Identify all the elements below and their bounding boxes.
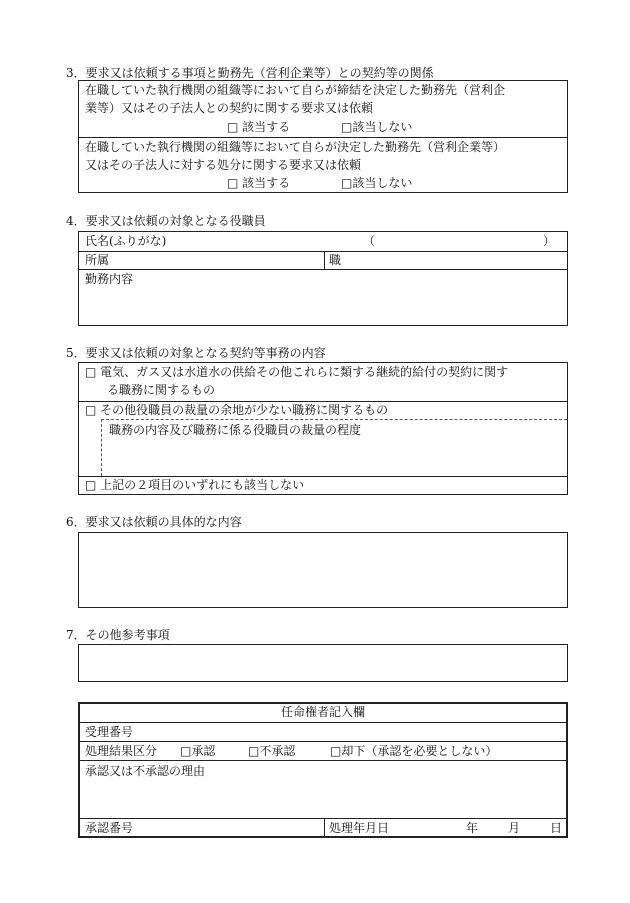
divider: [324, 818, 325, 836]
processing-date-label: 処理年月日: [329, 821, 390, 835]
option2-detail-label: 職務の内容及び職務に係る役職員の裁量の程度: [109, 423, 362, 437]
result-category-label: 処理結果区分: [85, 744, 158, 758]
disapprove-checkbox[interactable]: □不承認: [248, 744, 296, 758]
dashed-divider: [101, 419, 567, 420]
divider: [79, 269, 567, 270]
section3-row2-line2: 又はその子法人に対する処分に関する要求又は依頼: [85, 158, 362, 172]
section4-table: [78, 231, 568, 326]
duty-label: 勤務内容: [85, 272, 134, 286]
reason-label: 承認又は不承認の理由: [85, 764, 206, 778]
section3-row2-line1: 在職していた執行機関の組織等において自らが決定した勤務先（営利企業等）: [85, 140, 506, 154]
section7-input-box[interactable]: [78, 644, 568, 682]
option2-checkbox[interactable]: □ その他役職員の裁量の余地が少ない職務に関するもの: [85, 403, 389, 417]
divider: [324, 251, 325, 269]
section7-title: 7．その他参考事項: [66, 628, 170, 642]
section5-title: 5．要求又は依頼の対象となる契約等事務の内容: [66, 346, 326, 360]
section3-title: 3．要求又は依頼する事項と勤務先（営利企業等）との契約等の関係: [66, 66, 434, 80]
year-label: 年: [466, 821, 479, 835]
divider: [79, 137, 567, 138]
section3-row1-line1: 在職していた執行機関の組織等において自らが締結を決定した勤務先（営利企: [85, 83, 506, 97]
divider: [80, 760, 566, 761]
appointer-header: 任命権者記入欄: [280, 705, 365, 719]
section6-input-box[interactable]: [78, 532, 568, 608]
section6-title: 6．要求又は依頼の具体的な内容: [66, 515, 242, 529]
section3-table: [78, 80, 568, 193]
divider: [80, 818, 566, 819]
section4-title: 4．要求又は依頼の対象となる役職員: [66, 214, 266, 228]
approval-number-label: 承認番号: [85, 821, 134, 835]
divider: [80, 722, 566, 723]
appointer-table: [78, 702, 568, 838]
furigana-open-paren: （: [363, 234, 376, 248]
section3-row1-line2: 業等）又はその子法人との契約に関する要求又は依頼: [85, 101, 374, 115]
section3-row1-no-checkbox[interactable]: □該当しない: [341, 120, 413, 134]
divider: [79, 401, 567, 402]
divider: [79, 251, 567, 252]
option1-line2: る職務に関するもの: [107, 383, 216, 397]
dashed-divider: [101, 419, 102, 476]
section3-row1-yes-checkbox[interactable]: □ 該当する: [227, 120, 291, 134]
reject-checkbox[interactable]: □却下（承認を必要としない）: [330, 744, 498, 758]
section5-table: [78, 362, 568, 495]
day-label: 日: [550, 821, 563, 835]
month-label: 月: [508, 821, 521, 835]
section3-row2-no-checkbox[interactable]: □該当しない: [341, 176, 413, 190]
receipt-number-label: 受理番号: [85, 725, 134, 739]
position-label: 職: [329, 253, 342, 267]
approve-checkbox[interactable]: □承認: [180, 744, 216, 758]
dept-label: 所属: [85, 253, 110, 267]
section3-row2-yes-checkbox[interactable]: □ 該当する: [227, 176, 291, 190]
furigana-close-paren: ）: [543, 234, 556, 248]
name-label: 氏名(ふりがな): [85, 234, 167, 248]
divider: [79, 476, 567, 477]
option1-checkbox-line1[interactable]: □ 電気、ガス又は水道水の供給その他これらに類する継続的給付の契約に関す: [85, 365, 509, 379]
divider: [80, 741, 566, 742]
option3-checkbox[interactable]: □ 上記の２項目のいずれにも該当しない: [85, 478, 305, 492]
